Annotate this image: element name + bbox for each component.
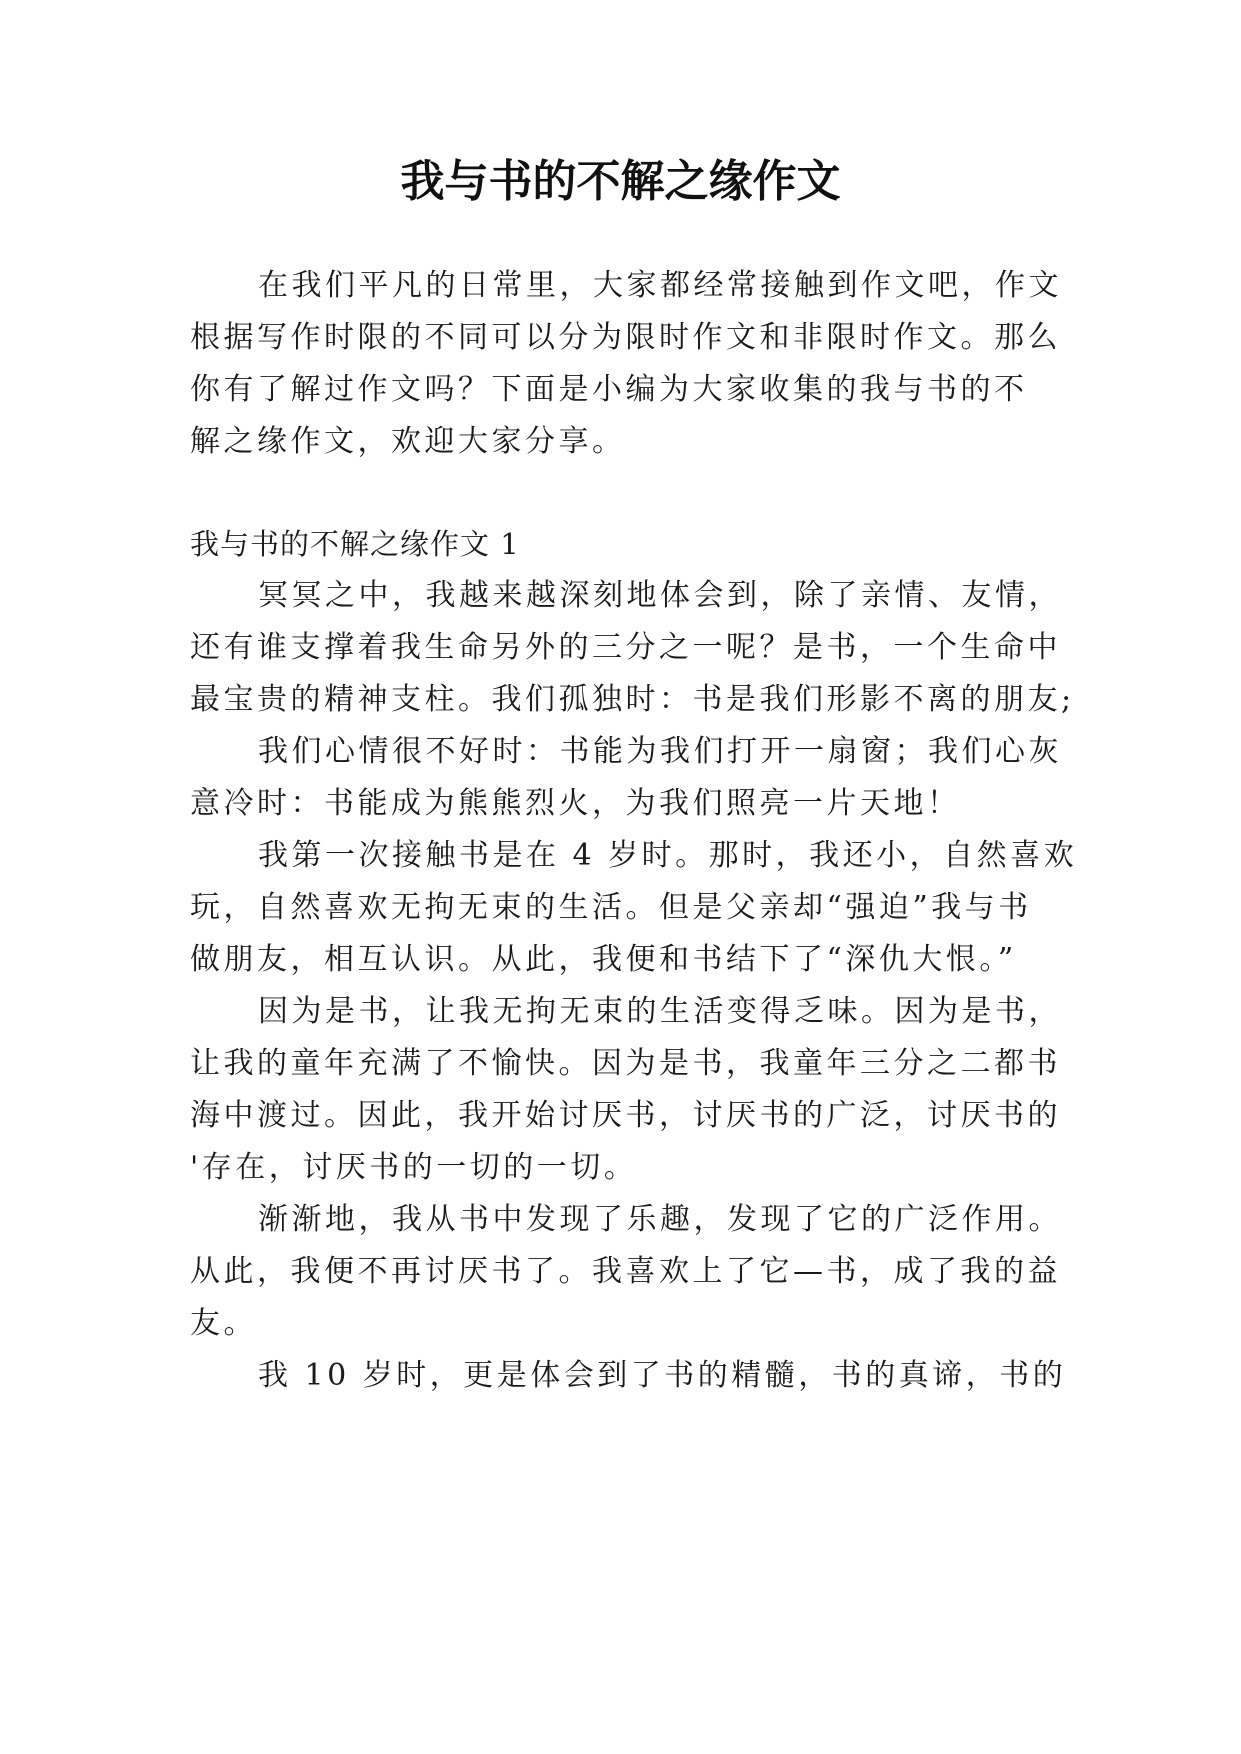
body-line: '存在，讨厌书的一切的一切。 [190,1150,638,1185]
body-line: 渐渐地，我从书中发现了乐趣，发现了它的广泛作用。 [258,1202,1062,1237]
intro-line: 解之缘作文，欢迎大家分享。 [190,424,626,459]
body-line: 因为是书，让我无拘无束的生活变得乏味。因为是书， [258,994,1062,1029]
body-line: 做朋友，相互认识。从此，我便和书结下了“深仇大恨。” [190,942,1017,977]
body-line: 最宝贵的精神支柱。我们孤独时：书是我们形影不离的朋友; [190,682,1075,717]
body-line: 冥冥之中，我越来越深刻地体会到，除了亲情、友情， [258,578,1062,613]
intro-line: 在我们平凡的日常里，大家都经常接触到作文吧，作文 [258,268,1062,303]
body-line: 玩，自然喜欢无拘无束的生活。但是父亲却“强迫”我与书 [190,890,1032,925]
body-line: 我 10 岁时，更是体会到了书的精髓，书的真谛，书的 [258,1358,1067,1393]
body-line: 意冷时：书能成为熊熊烈火，为我们照亮一片天地！ [190,786,961,821]
body-line: 我们心情很不好时：书能为我们打开一扇窗；我们心灰 [258,734,1062,769]
body-line: 海中渡过。因此，我开始讨厌书，讨厌书的广泛，讨厌书的 [190,1098,1061,1133]
section-heading: 我与书的不解之缘作文 1 [190,527,520,561]
body-line: 我第一次接触书是在 4 岁时。那时，我还小，自然喜欢 [258,838,1078,873]
document-title: 我与书的不解之缘作文 [400,156,841,207]
intro-line: 根据写作时限的不同可以分为限时作文和非限时作文。那么 [190,320,1061,355]
intro-line: 你有了解过作文吗？下面是小编为大家收集的我与书的不 [190,372,1028,407]
body-line: 从此，我便不再讨厌书了。我喜欢上了它—书，成了我的益 [190,1254,1061,1289]
body-line: 让我的童年充满了不愉快。因为是书，我童年三分之二都书 [190,1046,1061,1081]
body-line: 还有谁支撑着我生命另外的三分之一呢？是书，一个生命中 [190,630,1061,665]
body-line: 友。 [190,1306,257,1341]
